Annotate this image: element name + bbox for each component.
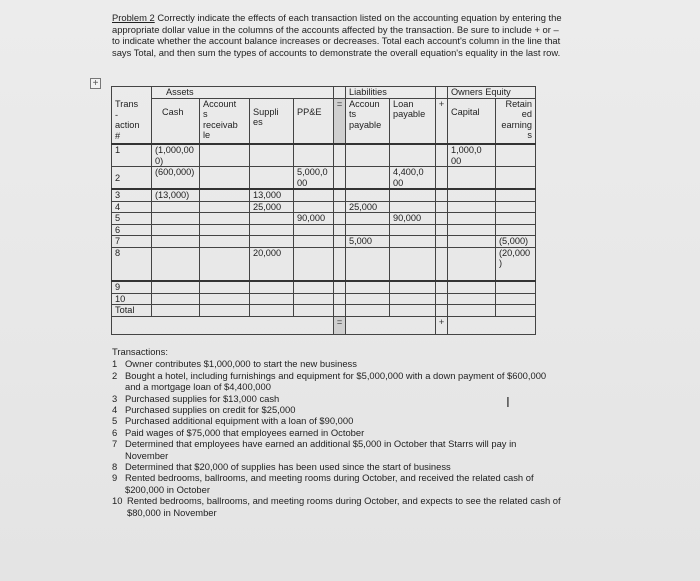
cell-supplies[interactable] <box>250 213 294 225</box>
cell-ar[interactable] <box>200 305 250 317</box>
cell-loan[interactable] <box>390 281 436 293</box>
header-retained-earnings: Retain ed earning s <box>496 98 536 144</box>
cell-ap[interactable] <box>346 144 390 167</box>
item-text: Determined that employees have earned an additional $5,000 in October that Starrs will pay in November <box>125 438 517 461</box>
bottom-equals-sign: = <box>334 316 346 334</box>
cell-retained[interactable] <box>496 144 536 167</box>
cell-ap[interactable]: 5,000 <box>346 236 390 248</box>
cell-ar[interactable] <box>200 247 250 281</box>
cell-capital[interactable] <box>448 189 496 201</box>
transactions-section <box>112 346 562 518</box>
cell-cash[interactable] <box>152 305 200 317</box>
cell-loan[interactable]: 4,400,0 00 <box>390 167 436 190</box>
cell-ppe[interactable]: 90,000 <box>294 213 334 225</box>
row-number: 2 <box>112 167 152 190</box>
item-text: Determined that $20,000 of supplies has been used since the start of business <box>125 461 451 473</box>
cell-cash[interactable]: (13,000) <box>152 189 200 201</box>
equals-sign: = <box>334 98 346 144</box>
cell-capital[interactable] <box>448 247 496 281</box>
cell-ppe[interactable] <box>294 224 334 236</box>
item-number: 1 <box>112 358 118 370</box>
cell-cash[interactable] <box>152 281 200 293</box>
item-number: 9 <box>112 472 118 484</box>
list-item <box>112 415 562 426</box>
item-text: Rented bedrooms, ballrooms, and meeting rooms during October, and expects to see the related cash of $80,000 in November <box>127 495 561 518</box>
cell-ar[interactable] <box>200 293 250 305</box>
cell-ar[interactable] <box>200 201 250 213</box>
cell-ppe[interactable] <box>294 281 334 293</box>
cell-retained[interactable]: (20,000 ) <box>496 247 536 281</box>
cell-cash[interactable] <box>152 224 200 236</box>
transactions-heading: Transactions: <box>112 346 168 357</box>
table-row-total <box>112 305 536 317</box>
table-row <box>112 236 536 248</box>
row-number: 6 <box>112 224 152 236</box>
header-accounts-payable: Accoun ts payable <box>346 98 390 144</box>
cell-supplies[interactable]: 25,000 <box>250 201 294 213</box>
sum-assets[interactable] <box>112 316 334 334</box>
list-item <box>112 461 562 472</box>
cell-capital[interactable] <box>448 201 496 213</box>
row-number: 5 <box>112 213 152 225</box>
cell-supplies[interactable] <box>250 144 294 167</box>
table-row <box>112 224 536 236</box>
cell-ap[interactable]: 25,000 <box>346 201 390 213</box>
cell-ap[interactable] <box>346 305 390 317</box>
cell-retained[interactable]: (5,000) <box>496 236 536 248</box>
cell-ap[interactable] <box>346 224 390 236</box>
group-owners-equity: Owners Equity <box>448 87 536 99</box>
list-item <box>112 370 562 393</box>
list-item <box>112 404 562 415</box>
item-text: Paid wages of $75,000 that employees earned in October <box>125 426 365 438</box>
cell-supplies[interactable] <box>250 167 294 190</box>
table-move-handle-icon[interactable]: + <box>90 78 101 89</box>
cell-ppe[interactable] <box>294 201 334 213</box>
equation-sum-row <box>112 316 536 334</box>
cell-loan[interactable] <box>390 247 436 281</box>
cell-capital[interactable] <box>448 281 496 293</box>
cell-ar[interactable] <box>200 144 250 167</box>
header-ppe: PP&E <box>294 98 334 144</box>
cell-cash[interactable] <box>152 201 200 213</box>
cell-ar[interactable] <box>200 224 250 236</box>
cell-loan[interactable] <box>390 305 436 317</box>
cell-cash[interactable] <box>152 213 200 225</box>
item-text: Purchased supplies for $13,000 cash <box>125 392 280 404</box>
header-supplies: Suppli es <box>250 98 294 144</box>
row-number: 10 <box>112 293 152 305</box>
list-item <box>112 427 562 438</box>
sum-liabilities[interactable] <box>346 316 436 334</box>
cell-ap[interactable] <box>346 167 390 190</box>
cell-ap[interactable] <box>346 281 390 293</box>
table-row <box>112 213 536 225</box>
list-item <box>112 472 562 495</box>
row-number: 7 <box>112 236 152 248</box>
header-loan-payable: Loan payable <box>390 98 436 144</box>
row-number: 1 <box>112 144 152 167</box>
cell-retained[interactable] <box>496 167 536 190</box>
cell-retained[interactable] <box>496 189 536 201</box>
cell-capital[interactable] <box>448 305 496 317</box>
header-accounts-receivable: Account s receivab le <box>200 98 250 144</box>
plus-sign: + <box>436 98 448 144</box>
cell-loan[interactable] <box>390 293 436 305</box>
item-number: 3 <box>112 392 118 404</box>
cell-cash[interactable]: (1,000,00 0) <box>152 144 200 167</box>
table-row <box>112 201 536 213</box>
item-number: 2 <box>112 369 118 381</box>
cell-ppe[interactable] <box>294 189 334 201</box>
text-cursor-icon: I <box>506 396 510 411</box>
cell-ppe[interactable]: 5,000,0 00 <box>294 167 334 190</box>
row-number: Total <box>112 305 152 317</box>
row-number: 9 <box>112 281 152 293</box>
cell-supplies[interactable] <box>250 236 294 248</box>
cell-supplies[interactable] <box>250 224 294 236</box>
table-row <box>112 144 536 167</box>
list-item <box>112 438 562 461</box>
problem-title: Problem 2 <box>112 12 155 23</box>
header-capital: Capital <box>448 98 496 144</box>
item-number: 8 <box>112 461 118 473</box>
cell-loan[interactable] <box>390 201 436 213</box>
cell-supplies[interactable] <box>250 281 294 293</box>
cell-ap[interactable] <box>346 213 390 225</box>
cell-cash[interactable] <box>152 293 200 305</box>
cell-retained[interactable] <box>496 293 536 305</box>
bottom-plus-sign: + <box>436 316 448 334</box>
problem-text: Correctly indicate the effects of each transaction listed on the accounting equation by entering the appropriate dollar value in the columns of the accounts affected by the transaction. Be sure to include + or – to indicate whether the account balance increases or decreases. Total each account's column in the line that says Total, and then sum the types of accounts to demonstrate the overall equation's equality in the last row. <box>112 12 562 58</box>
cell-capital[interactable]: 1,000,0 00 <box>448 144 496 167</box>
item-text: Rented bedrooms, ballrooms, and meeting rooms during October, and received the related cash of $200,000 in October <box>125 472 534 495</box>
item-text: Owner contributes $1,000,000 to start the new business <box>125 358 357 370</box>
table-row <box>112 293 536 305</box>
list-item <box>112 495 562 518</box>
transactions-list <box>112 358 562 518</box>
cell-capital[interactable] <box>448 167 496 190</box>
cell-retained[interactable] <box>496 305 536 317</box>
cell-retained[interactable] <box>496 213 536 225</box>
cell-ppe[interactable] <box>294 236 334 248</box>
list-item <box>112 358 562 369</box>
cell-ppe[interactable] <box>294 293 334 305</box>
row-number: 8 <box>112 247 152 281</box>
cell-retained[interactable] <box>496 224 536 236</box>
item-number: 5 <box>112 415 118 427</box>
row-number: 4 <box>112 201 152 213</box>
cell-supplies[interactable]: 20,000 <box>250 247 294 281</box>
cell-ppe[interactable] <box>294 144 334 167</box>
table-row <box>112 281 536 293</box>
cell-ap[interactable] <box>346 189 390 201</box>
list-item <box>112 393 562 404</box>
cell-ar[interactable] <box>200 213 250 225</box>
problem-statement <box>112 12 562 58</box>
item-text: Purchased supplies on credit for $25,000 <box>125 404 296 416</box>
cell-ar[interactable] <box>200 189 250 201</box>
cell-capital[interactable] <box>448 213 496 225</box>
cell-capital[interactable] <box>448 293 496 305</box>
cell-supplies[interactable]: 13,000 <box>250 189 294 201</box>
item-text: Purchased additional equipment with a loan of $90,000 <box>125 415 354 427</box>
accounting-equation-table <box>111 86 536 335</box>
cell-supplies[interactable] <box>250 293 294 305</box>
cell-loan[interactable] <box>390 144 436 167</box>
cell-capital[interactable] <box>448 236 496 248</box>
cell-retained[interactable] <box>496 281 536 293</box>
item-number: 7 <box>112 438 118 450</box>
table-row <box>112 189 536 201</box>
cell-cash[interactable] <box>152 247 200 281</box>
cell-loan[interactable] <box>390 189 436 201</box>
row-number: 3 <box>112 189 152 201</box>
sum-owners-equity[interactable] <box>448 316 536 334</box>
cell-supplies[interactable] <box>250 305 294 317</box>
cell-loan[interactable]: 90,000 <box>390 213 436 225</box>
item-number: 10 <box>112 495 123 507</box>
cell-cash[interactable] <box>152 236 200 248</box>
cell-ap[interactable] <box>346 293 390 305</box>
table-row <box>112 167 536 190</box>
item-number: 6 <box>112 426 118 438</box>
header-cash: Cash <box>152 98 200 144</box>
item-number: 4 <box>112 404 118 416</box>
group-liabilities: Liabilities <box>346 87 436 99</box>
group-assets: Assets <box>152 87 334 99</box>
cell-ar[interactable] <box>200 167 250 190</box>
cell-ap[interactable] <box>346 247 390 281</box>
cell-loan[interactable] <box>390 224 436 236</box>
cell-capital[interactable] <box>448 224 496 236</box>
cell-retained[interactable] <box>496 201 536 213</box>
cell-ppe[interactable] <box>294 305 334 317</box>
cell-cash[interactable]: (600,000) <box>152 167 200 190</box>
header-trans: Trans - action # <box>112 87 152 145</box>
cell-loan[interactable] <box>390 236 436 248</box>
cell-ar[interactable] <box>200 281 250 293</box>
item-text: Bought a hotel, including furnishings and equipment for $5,000,000 with a down payment of $600,000 and a mortgage loan of $4,400,000 <box>125 369 547 393</box>
cell-ar[interactable] <box>200 236 250 248</box>
cell-ppe[interactable] <box>294 247 334 281</box>
table-row <box>112 247 536 281</box>
